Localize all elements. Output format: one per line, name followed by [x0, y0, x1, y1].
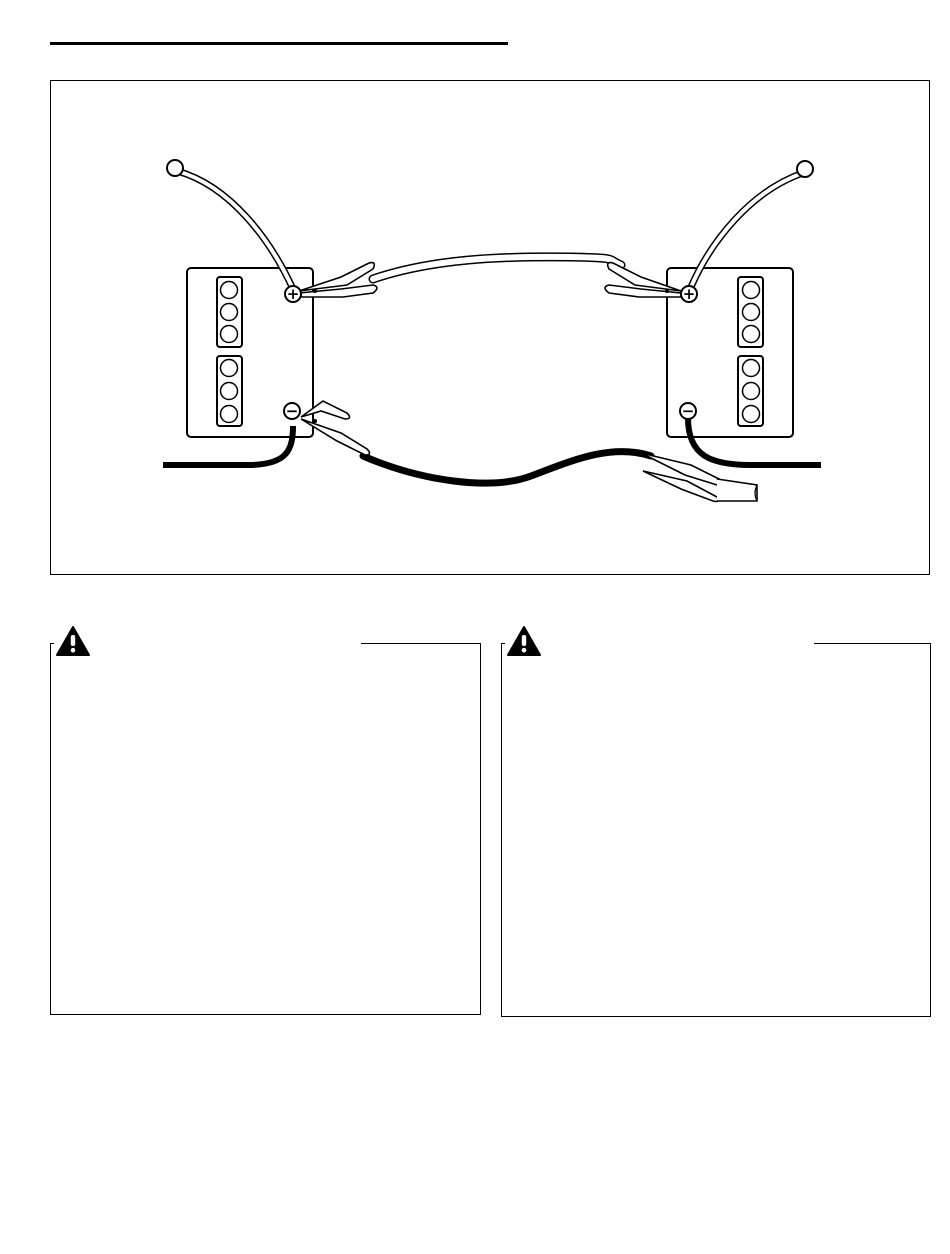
- left-negative-terminal: [284, 402, 300, 420]
- svg-text:−: −: [681, 402, 695, 420]
- positive-jumper-cable: [373, 257, 621, 279]
- left-positive-terminal: [285, 285, 301, 303]
- warning-box-left: [50, 644, 481, 1015]
- jump-start-diagram: [50, 80, 930, 575]
- svg-text:+: +: [286, 285, 300, 303]
- warning-triangle-icon: [55, 625, 91, 657]
- warning-box-right: [501, 644, 931, 1017]
- warning-triangle-icon: [506, 625, 542, 657]
- svg-text:+: +: [682, 285, 696, 303]
- right-negative-terminal: [680, 402, 696, 420]
- engine-ground-clamp: [641, 453, 757, 502]
- header-rule: [50, 42, 508, 45]
- right-positive-terminal: [681, 285, 697, 303]
- negative-jumper-cable: [363, 452, 651, 484]
- svg-text:−: −: [285, 402, 299, 420]
